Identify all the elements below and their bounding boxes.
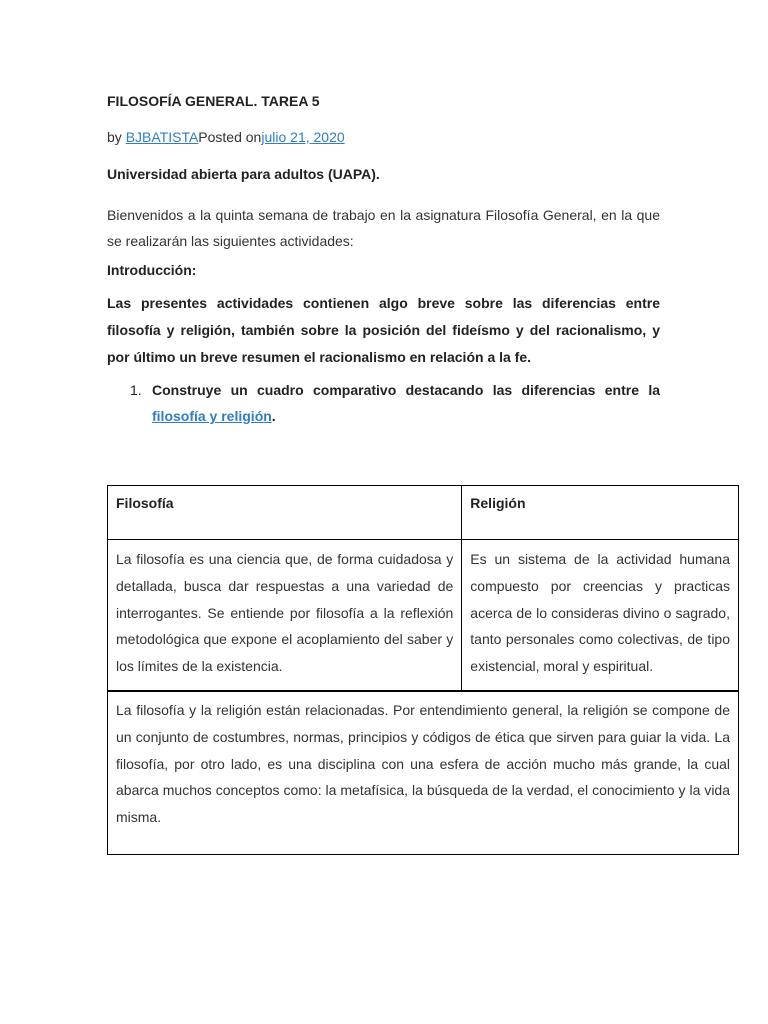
cell-religion-description: Es un sistema de la actividad humana compuesto por creencias y practicas acerca de lo consideras divino o sagrado, tanto personales como colectivas, de tipo existencial, moral y espiritual. <box>462 540 739 691</box>
author-link[interactable]: BJBATISTA <box>125 129 199 145</box>
table-summary-row <box>108 691 739 854</box>
university-name: Universidad abierta para adultos (UAPA). <box>107 166 380 182</box>
byline <box>107 128 660 146</box>
table-header-row <box>108 486 739 540</box>
byline-prefix: by <box>107 129 126 145</box>
date-link[interactable]: julio 21, 2020 <box>261 129 345 145</box>
cell-summary: La filosofía y la religión están relacionadas. Por entendimiento general, la religión se compone de un conjunto de costumbres, normas, principios y códigos de ética que sirven para guiar la vida. La filosofía, por otro lado, es una disciplina con una esfera de acción mucho más grande, la cual abarca muchos conceptos como: la metafísica, la búsqueda de la verdad, el conocimiento y la vida misma. <box>108 691 739 854</box>
list-text-after: . <box>271 408 276 424</box>
filosofia-religion-link[interactable]: filosofía y religión <box>152 408 272 424</box>
table-row <box>108 540 739 691</box>
posted-label: Posted on <box>198 129 262 145</box>
document-title: FILOSOFÍA GENERAL. TAREA 5 <box>107 93 320 109</box>
list-item <box>107 377 660 429</box>
intro-paragraph: Bienvenidos a la quinta semana de trabajo en la asignatura Filosofía General, en la que se realizarán las siguientes actividades: <box>107 207 660 249</box>
comparison-table <box>107 485 739 855</box>
cell-filosofia-description: La filosofía es una ciencia que, de forma cuidadosa y detallada, busca dar respuestas a una variedad de interrogantes. Se entiende por filosofía a la reflexión metodológica que expone el acoplamiento del saber y los límites de la existencia. <box>108 540 462 691</box>
list-text-before: Construye un cuadro comparativo destacando las diferencias entre la <box>152 382 660 398</box>
section-heading-introduccion: Introducción: <box>107 262 197 278</box>
document-body <box>107 92 660 429</box>
header-religion: Religión <box>462 486 739 540</box>
intro-bold-paragraph: Las presentes actividades contienen algo breve sobre las diferencias entre filosofía y religión, también sobre la posición del fideísmo y del racionalismo, y por último un breve resumen el racionalismo en relación a la fe. <box>107 295 660 365</box>
header-filosofia: Filosofía <box>108 486 462 540</box>
list-number: 1. <box>130 382 142 398</box>
